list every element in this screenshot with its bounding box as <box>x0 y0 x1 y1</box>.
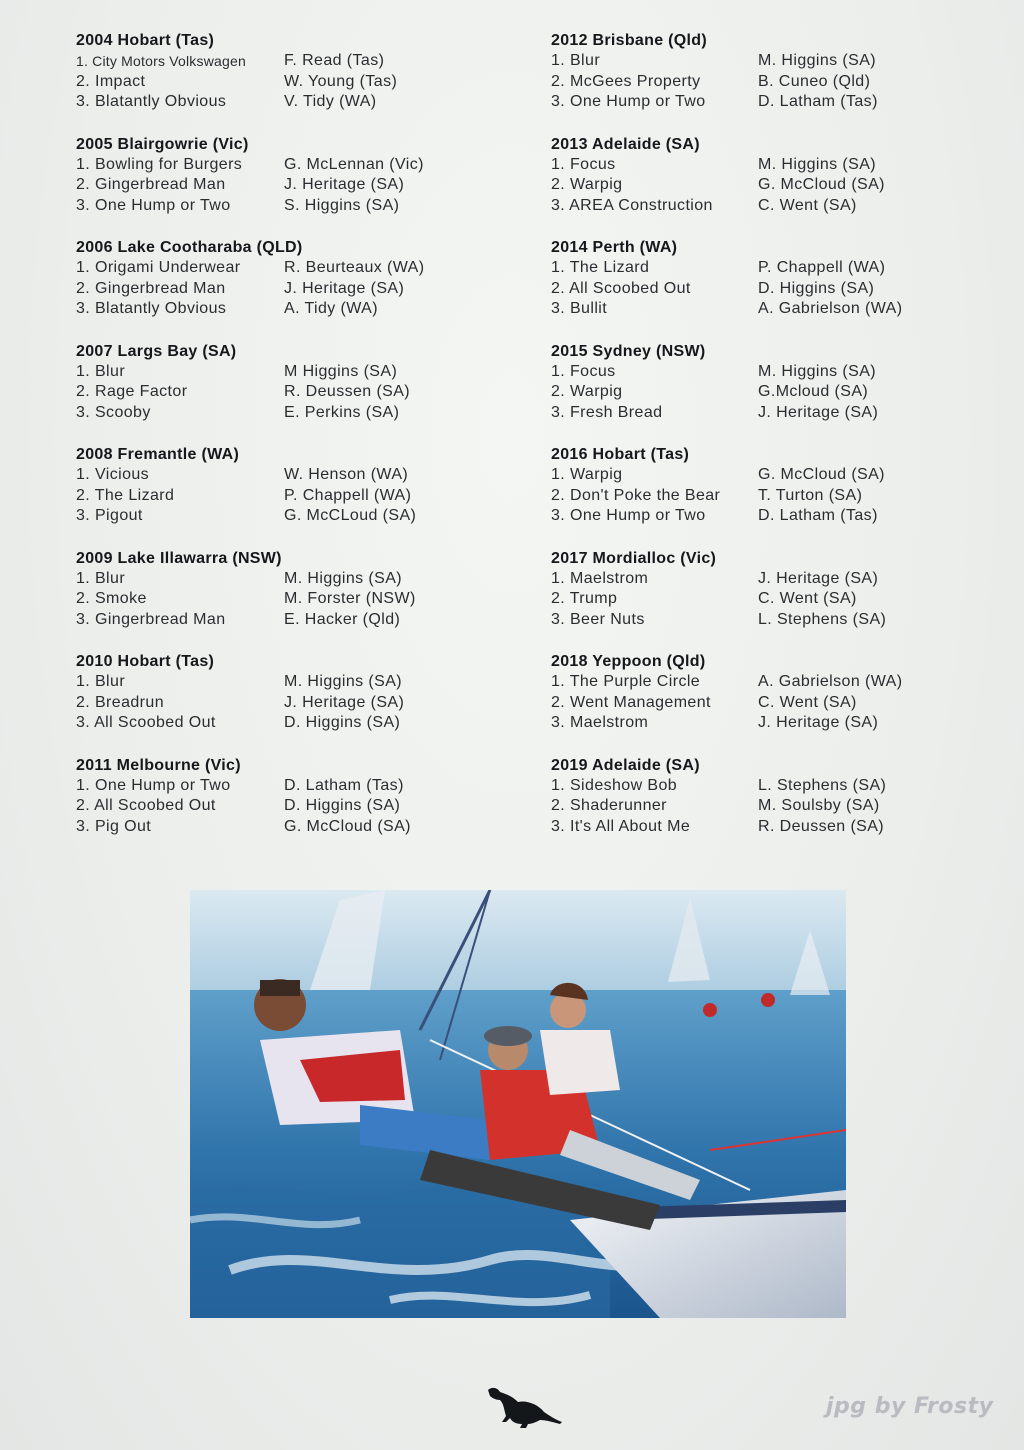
result-row <box>551 693 971 714</box>
skipper-name: D. Higgins (SA) <box>758 279 875 297</box>
boat-name: 3. Beer Nuts <box>551 610 645 628</box>
result-row <box>551 796 971 817</box>
event-title: 2013 Adelaide (SA) <box>551 135 700 153</box>
result-row <box>551 776 971 797</box>
skipper-name: G. McLennan (Vic) <box>284 155 424 173</box>
skipper-name: M. Higgins (SA) <box>284 569 403 587</box>
result-row <box>76 175 506 196</box>
boat-name: 3. Maelstrom <box>551 714 649 732</box>
result-row <box>551 382 971 403</box>
boat-name: 1. Vicious <box>76 466 150 483</box>
result-row <box>551 175 971 196</box>
boat-name: 2. All Scoobed Out <box>76 797 216 815</box>
boat-name: 1. The Purple Circle <box>551 673 701 690</box>
skipper-name: J. Heritage (SA) <box>758 569 879 587</box>
event-block <box>551 134 971 238</box>
boat-name: 2. Rage Factor <box>76 383 188 401</box>
event-title: 2014 Perth (WA) <box>551 239 678 256</box>
skipper-name: T. Turton (SA) <box>758 486 863 504</box>
event-title: 2015 Sydney (NSW) <box>551 342 706 360</box>
boat-name: 1. Blur <box>551 52 601 69</box>
result-row <box>551 155 971 176</box>
boat-name: 2. Impact <box>76 72 146 90</box>
result-row <box>76 486 506 507</box>
skipper-name: M. Higgins (SA) <box>758 362 877 380</box>
result-row <box>76 817 506 838</box>
result-row <box>76 589 506 610</box>
skipper-name: M. Forster (NSW) <box>284 590 416 608</box>
boat-name: 1. Blur <box>76 362 126 380</box>
skipper-name: J. Heritage (SA) <box>284 176 405 194</box>
skipper-name: E. Perkins (SA) <box>284 403 400 421</box>
results-column-right <box>551 30 971 858</box>
event-block <box>76 237 506 341</box>
result-row <box>76 382 506 403</box>
boat-name: 3. One Hump or Two <box>551 507 706 525</box>
result-row <box>76 569 506 590</box>
event-title: 2016 Hobart (Tas) <box>551 446 690 463</box>
result-row <box>551 196 971 217</box>
result-row <box>551 506 971 527</box>
boat-name: 3. Pigout <box>76 507 143 525</box>
skipper-name: P. Chappell (WA) <box>758 259 886 276</box>
boat-name: 1. Maelstrom <box>551 569 649 587</box>
result-row <box>551 713 971 734</box>
boat-name: 3. Scooby <box>76 403 151 421</box>
result-row <box>76 155 506 176</box>
skipper-name: J. Heritage (SA) <box>284 693 405 711</box>
boat-name: 3. One Hump or Two <box>551 93 706 111</box>
boat-name: 1. Warpig <box>551 466 623 483</box>
boat-name: 3. Blatantly Obvious <box>76 93 227 111</box>
result-row <box>76 299 506 320</box>
event-block <box>76 341 506 445</box>
event-title: 2004 Hobart (Tas) <box>76 32 215 49</box>
boat-name: 2. Breadrun <box>76 693 165 711</box>
result-row <box>551 279 971 300</box>
result-row <box>551 92 971 113</box>
result-row <box>76 51 506 72</box>
boat-name: 2. McGees Property <box>551 72 701 90</box>
event-block <box>551 548 971 652</box>
skipper-name: C. Went (SA) <box>758 590 857 608</box>
event-title: 2018 Yeppoon (Qld) <box>551 653 706 670</box>
event-block <box>551 755 971 859</box>
result-row <box>76 465 506 486</box>
skipper-name: B. Cuneo (Qld) <box>758 72 871 90</box>
result-row <box>76 403 506 424</box>
event-block <box>551 651 971 755</box>
boat-name: 3. Blatantly Obvious <box>76 300 227 318</box>
boat-name: 1. Bowling for Burgers <box>76 155 243 173</box>
skipper-name: E. Hacker (Qld) <box>284 610 401 628</box>
result-row <box>551 403 971 424</box>
result-row <box>76 776 506 797</box>
event-block <box>551 341 971 445</box>
boat-name: 1. Focus <box>551 362 616 380</box>
skipper-name: C. Went (SA) <box>758 693 857 711</box>
boat-name: 3. Pig Out <box>76 817 152 835</box>
skipper-name: R. Deussen (SA) <box>284 383 411 401</box>
skipper-name: V. Tidy (WA) <box>284 93 377 111</box>
event-title: 2006 Lake Cootharaba (QLD) <box>76 239 303 256</box>
skipper-name: D. Latham (Tas) <box>758 93 878 111</box>
skipper-name: D. Higgins (SA) <box>284 797 401 815</box>
result-row <box>551 299 971 320</box>
boat-name: 2. The Lizard <box>76 486 175 504</box>
result-row <box>551 362 971 383</box>
skipper-name: A. Tidy (WA) <box>284 300 378 318</box>
skipper-name: L. Stephens (SA) <box>758 776 887 794</box>
event-title: 2008 Fremantle (WA) <box>76 446 240 463</box>
skipper-name: M. Higgins (SA) <box>284 673 403 690</box>
boat-name: 1. Blur <box>76 569 126 587</box>
boat-name: 2. Gingerbread Man <box>76 176 226 194</box>
event-title: 2011 Melbourne (Vic) <box>76 756 241 774</box>
boat-name: 2. Trump <box>551 590 618 608</box>
boat-name: 3. AREA Construction <box>551 196 713 214</box>
result-row <box>551 486 971 507</box>
skipper-name: G.Mcloud (SA) <box>758 383 869 401</box>
result-row <box>551 465 971 486</box>
boat-name: 3. Fresh Bread <box>551 403 663 421</box>
result-row <box>76 610 506 631</box>
skipper-name: A. Gabrielson (WA) <box>758 300 903 318</box>
result-row <box>76 362 506 383</box>
boat-name: 1. Sideshow Bob <box>551 776 678 794</box>
boat-name: 2. Shaderunner <box>551 797 667 815</box>
event-block <box>76 755 506 859</box>
result-row <box>551 72 971 93</box>
result-row <box>76 506 506 527</box>
boat-name: 2. Warpig <box>551 176 623 194</box>
event-block <box>76 651 506 755</box>
event-block <box>551 237 971 341</box>
skipper-name: R. Deussen (SA) <box>758 817 885 835</box>
result-row <box>551 589 971 610</box>
event-title: 2007 Largs Bay (SA) <box>76 342 237 360</box>
skipper-name: G. McCloud (SA) <box>284 817 411 835</box>
boat-name: 2. Went Management <box>551 693 711 711</box>
photo-credit: jpg by Frosty <box>826 1394 994 1419</box>
boat-name: 1. Focus <box>551 155 616 173</box>
boat-name: 1. Origami Underwear <box>76 259 241 276</box>
skipper-name: W. Young (Tas) <box>284 72 398 90</box>
boat-name: 1. The Lizard <box>551 259 650 276</box>
skipper-name: D. Higgins (SA) <box>284 714 401 732</box>
boat-name: 3. All Scoobed Out <box>76 714 216 732</box>
result-row <box>551 817 971 838</box>
result-row <box>551 258 971 279</box>
result-row <box>76 693 506 714</box>
boat-name: 2. All Scoobed Out <box>551 279 691 297</box>
event-block <box>76 548 506 652</box>
event-title: 2005 Blairgowrie (Vic) <box>76 135 249 153</box>
skipper-name: J. Heritage (SA) <box>758 403 879 421</box>
result-row <box>76 92 506 113</box>
skipper-name: G. McCloud (SA) <box>758 466 885 483</box>
sailing-crew-photo <box>190 890 846 1318</box>
boat-name: 1. One Hump or Two <box>76 776 231 794</box>
result-row <box>76 796 506 817</box>
result-row <box>76 713 506 734</box>
skipper-name: J. Heritage (SA) <box>284 279 405 297</box>
result-row <box>76 279 506 300</box>
skipper-name: S. Higgins (SA) <box>284 196 400 214</box>
event-block <box>76 134 506 238</box>
event-block <box>551 444 971 548</box>
sailing-scene-illustration <box>190 890 846 1318</box>
skipper-name: D. Latham (Tas) <box>758 507 878 525</box>
skipper-name: J. Heritage (SA) <box>758 714 879 732</box>
skipper-name: F. Read (Tas) <box>284 52 385 69</box>
boat-name: 2. Don't Poke the Bear <box>551 486 721 504</box>
boat-name: 3. It's All About Me <box>551 817 691 835</box>
event-block <box>76 30 506 134</box>
boat-name: 2. Warpig <box>551 383 623 401</box>
boat-name: 3. Bullit <box>551 300 608 318</box>
event-block <box>76 444 506 548</box>
skipper-name: M Higgins (SA) <box>284 362 398 380</box>
boat-name: 1. Blur <box>76 673 126 690</box>
boat-name: 3. One Hump or Two <box>76 196 231 214</box>
skipper-name: D. Latham (Tas) <box>284 776 404 794</box>
skipper-name: A. Gabrielson (WA) <box>758 673 903 690</box>
skipper-name: M. Higgins (SA) <box>758 52 877 69</box>
result-row <box>76 72 506 93</box>
skipper-name: C. Went (SA) <box>758 196 857 214</box>
skipper-name: R. Beurteaux (WA) <box>284 259 425 276</box>
result-row <box>76 258 506 279</box>
boat-name: 3. Gingerbread Man <box>76 610 226 628</box>
results-column-left <box>76 30 506 858</box>
skipper-name: M. Higgins (SA) <box>758 155 877 173</box>
event-title: 2017 Mordialloc (Vic) <box>551 549 717 567</box>
skipper-name: L. Stephens (SA) <box>758 610 887 628</box>
boat-name: 2. Smoke <box>76 590 147 608</box>
skipper-name: G. McCLoud (SA) <box>284 507 417 525</box>
skipper-name: P. Chappell (WA) <box>284 486 412 504</box>
result-row <box>76 672 506 693</box>
result-row <box>551 672 971 693</box>
event-block <box>551 30 971 134</box>
event-title: 2019 Adelaide (SA) <box>551 756 700 774</box>
event-title: 2009 Lake Illawarra (NSW) <box>76 549 282 567</box>
result-row <box>76 196 506 217</box>
boat-name: 1. City Motors Volkswagen <box>76 53 246 69</box>
result-row <box>551 569 971 590</box>
kangaroo-icon <box>482 1382 564 1430</box>
result-row <box>551 51 971 72</box>
event-title: 2012 Brisbane (Qld) <box>551 32 707 49</box>
event-title: 2010 Hobart (Tas) <box>76 653 215 670</box>
skipper-name: G. McCloud (SA) <box>758 176 885 194</box>
boat-name: 2. Gingerbread Man <box>76 279 226 297</box>
skipper-name: M. Soulsby (SA) <box>758 797 880 815</box>
skipper-name: W. Henson (WA) <box>284 466 409 483</box>
result-row <box>551 610 971 631</box>
